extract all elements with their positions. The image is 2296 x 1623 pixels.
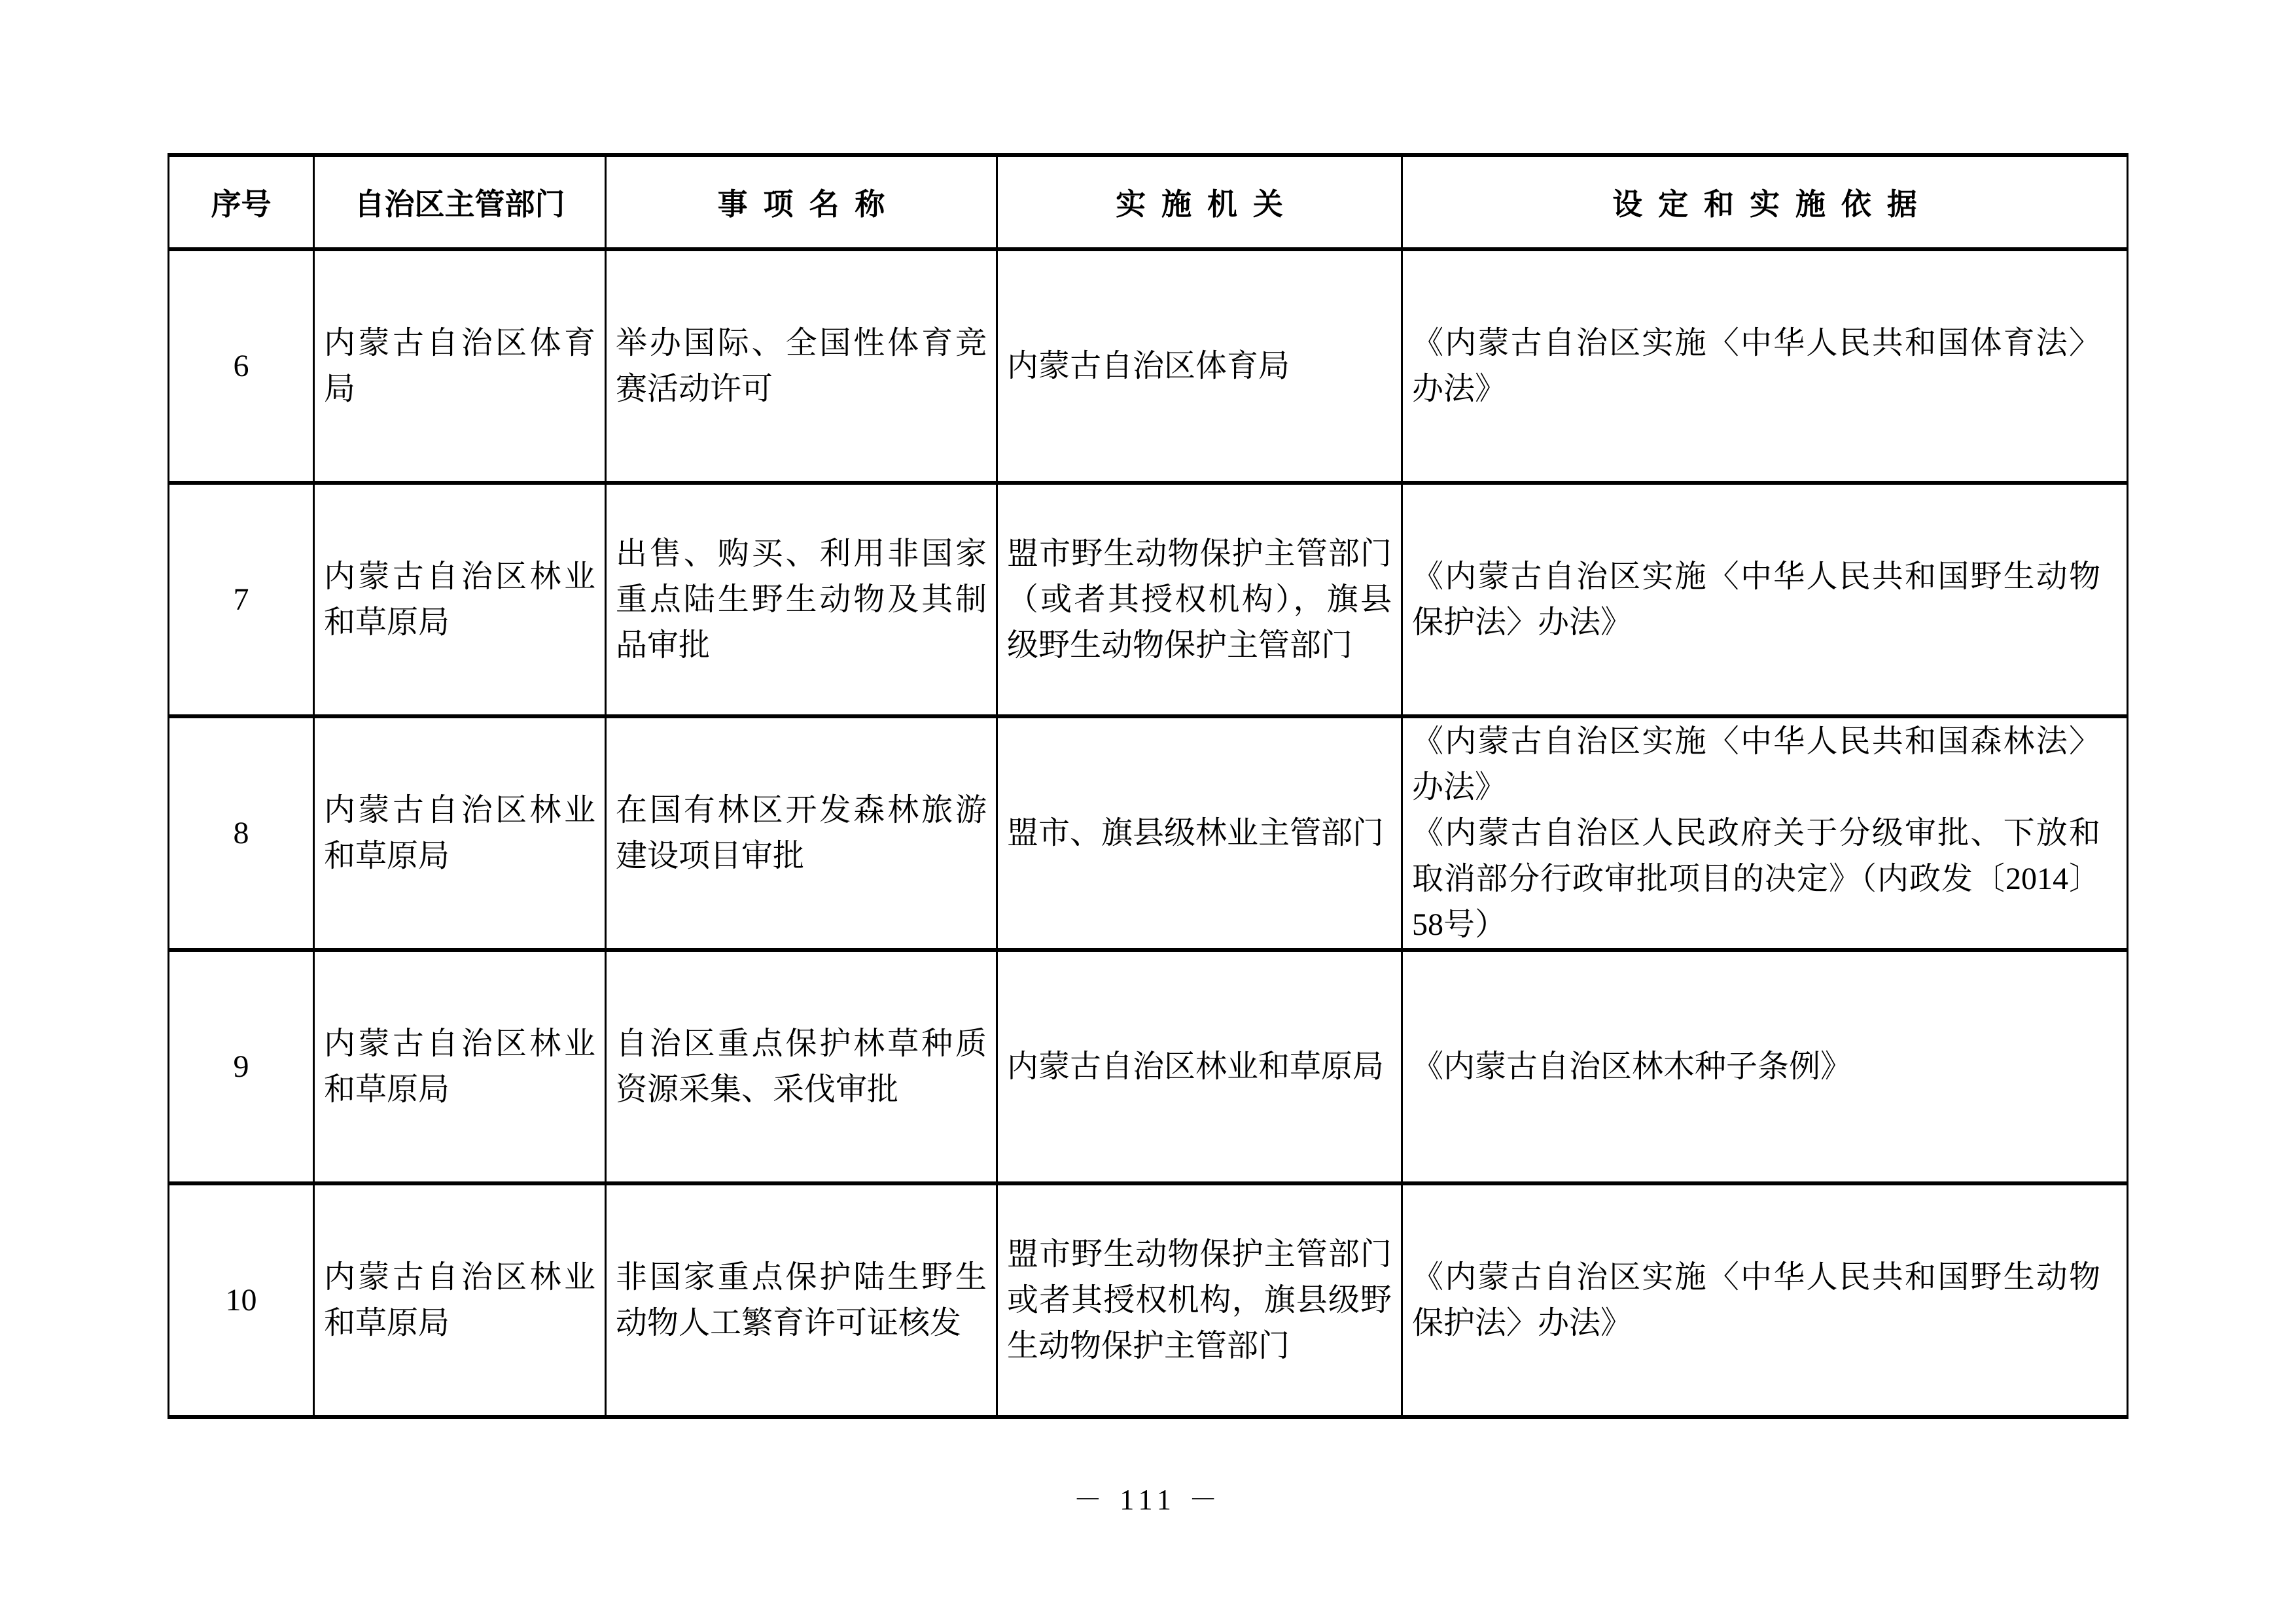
cell-serial-number: 9 [169,950,314,1183]
cell-department: 内蒙古自治区林业和草原局 [314,716,606,950]
legal-basis-paragraph: 《内蒙古自治区实施〈中华人民共和国野生动物保护法〉办法》 [1412,559,2100,640]
cell-legal-basis [1402,716,2128,950]
legal-basis-paragraph: 《内蒙古自治区实施〈中华人民共和国森林法〉办法》 [1412,724,2100,805]
header-implementing-agency: 实施机关 [997,155,1402,249]
cell-item-name: 在国有林区开发森林旅游建设项目审批 [606,716,997,950]
cell-serial-number: 10 [169,1183,314,1417]
table-row [169,1183,2128,1417]
legal-basis-paragraph: 《内蒙古自治区实施〈中华人民共和国野生动物保护法〉办法》 [1412,1259,2100,1340]
cell-serial-number: 6 [169,249,314,483]
cell-department: 内蒙古自治区体育局 [314,249,606,483]
table-header-row [169,155,2128,249]
cell-department: 内蒙古自治区林业和草原局 [314,483,606,716]
page-number: － 111 － [1073,1484,1223,1516]
cell-department: 内蒙古自治区林业和草原局 [314,950,606,1183]
cell-legal-basis [1402,483,2128,716]
header-legal-basis: 设定和实施依据 [1402,155,2128,249]
table-row [169,483,2128,716]
cell-implementing-agency: 盟市野生动物保护主管部门（或者其授权机构），旗县级野生动物保护主管部门 [997,483,1402,716]
legal-basis-paragraph: 《内蒙古自治区实施〈中华人民共和国体育法〉办法》 [1412,325,2100,406]
table-row [169,249,2128,483]
cell-implementing-agency: 盟市野生动物保护主管部门或者其授权机构，旗县级野生动物保护主管部门 [997,1183,1402,1417]
cell-implementing-agency: 盟市、旗县级林业主管部门 [997,716,1402,950]
header-department: 自治区主管部门 [314,155,606,249]
cell-item-name: 自治区重点保护林草种质资源采集、采伐审批 [606,950,997,1183]
cell-item-name: 举办国际、全国性体育竞赛活动许可 [606,249,997,483]
header-item-name: 事项名称 [606,155,997,249]
cell-serial-number: 8 [169,716,314,950]
cell-department: 内蒙古自治区林业和草原局 [314,1183,606,1417]
cell-legal-basis [1402,1183,2128,1417]
cell-item-name: 非国家重点保护陆生野生动物人工繁育许可证核发 [606,1183,997,1417]
table-row [169,716,2128,950]
legal-basis-paragraph: 《内蒙古自治区人民政府关于分级审批、下放和取消部分行政审批项目的决定》（内政发〔2014〕58号） [1412,815,2100,942]
cell-serial-number: 7 [169,483,314,716]
table-row [169,950,2128,1183]
cell-implementing-agency: 内蒙古自治区林业和草原局 [997,950,1402,1183]
cell-implementing-agency: 内蒙古自治区体育局 [997,249,1402,483]
cell-legal-basis [1402,249,2128,483]
cell-legal-basis [1402,950,2128,1183]
legal-basis-paragraph: 《内蒙古自治区林木种子条例》 [1412,1049,1852,1084]
header-serial-number: 序号 [169,155,314,249]
cell-item-name: 出售、购买、利用非国家重点陆生野生动物及其制品审批 [606,483,997,716]
approval-items-table [168,153,2128,1419]
